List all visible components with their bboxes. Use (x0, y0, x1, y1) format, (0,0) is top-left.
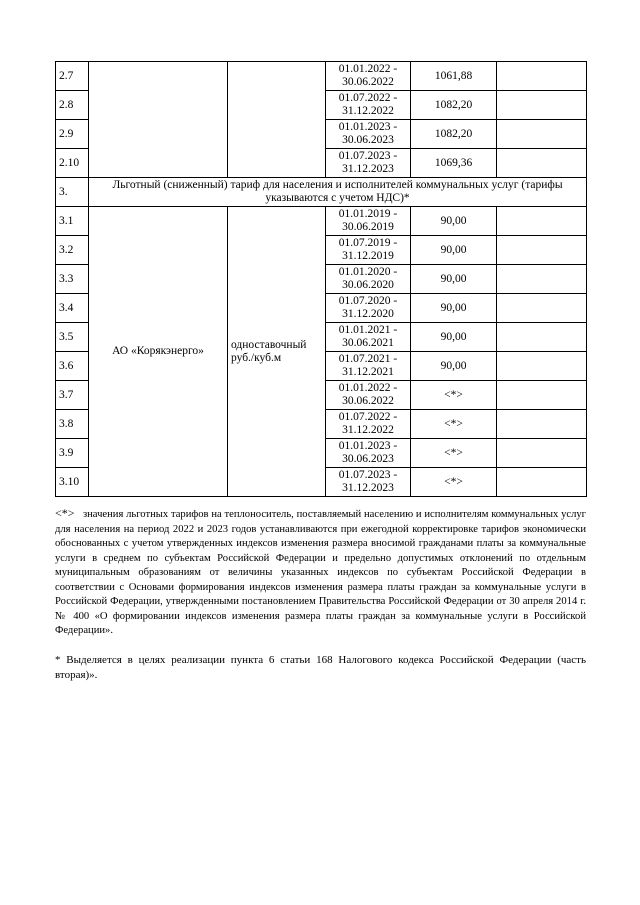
unit-cell-empty (228, 62, 326, 178)
empty-cell (497, 265, 587, 294)
empty-cell (497, 352, 587, 381)
tariff-value: 90,00 (411, 265, 497, 294)
tariff-value: 1082,20 (411, 91, 497, 120)
period-cell: 01.01.2022 - 30.06.2022 (326, 62, 411, 91)
empty-cell (497, 410, 587, 439)
row-number: 2.10 (56, 149, 89, 178)
tariff-value: 90,00 (411, 294, 497, 323)
row-number: 3.7 (56, 381, 89, 410)
row-number: 3.8 (56, 410, 89, 439)
empty-cell (497, 468, 587, 497)
tariff-value: 90,00 (411, 236, 497, 265)
period-cell: 01.07.2023 - 31.12.2023 (326, 468, 411, 497)
section-number: 3. (56, 178, 89, 207)
empty-cell (497, 149, 587, 178)
row-number: 2.8 (56, 91, 89, 120)
organization-cell-empty (89, 62, 228, 178)
period-cell: 01.01.2023 - 30.06.2023 (326, 439, 411, 468)
period-cell: 01.07.2019 - 31.12.2019 (326, 236, 411, 265)
tariff-value: 1069,36 (411, 149, 497, 178)
tariff-value: <*> (411, 381, 497, 410)
empty-cell (497, 323, 587, 352)
footnote-mark: <*> (55, 506, 75, 520)
empty-cell (497, 439, 587, 468)
tariff-value: 1061,88 (411, 62, 497, 91)
row-number: 2.7 (56, 62, 89, 91)
empty-cell (497, 381, 587, 410)
row-number: 3.3 (56, 265, 89, 294)
organization-name: АО «Корякэнерго» (89, 207, 228, 497)
row-number: 3.1 (56, 207, 89, 236)
empty-cell (497, 62, 587, 91)
tariff-value: <*> (411, 439, 497, 468)
tariff-value: 90,00 (411, 207, 497, 236)
table-row (56, 62, 587, 91)
footnotes (55, 506, 586, 683)
period-cell: 01.07.2020 - 31.12.2020 (326, 294, 411, 323)
footnote-text: значения льготных тарифов на теплоноситель, поставляемый населению и исполнителям коммунальных услуг для населения на период 2022 и 2023 годов устанавливаются при ежегодной корректировке тарифов экономически обоснованных с учетом утвержденных индексов изменения размера вносимой гражданами платы за коммунальные услуги в среднем по субъектам Российской Федерации и предельно допустимых отклонений по отдельным муниципальным образованиям от величины указанных индексов по субъектам Российской Федерации в соответствии с Основами формирования индексов изменения размера платы граждан за коммунальные услуги в Российской Федерации, утвержденными постановлением Правительства Российской Федерации от 30 апреля 2014 г. № 400 «О формировании индексов изменения размера платы граждан за коммунальные услуги в Российской Федерации». (55, 509, 586, 636)
row-number: 3.5 (56, 323, 89, 352)
tariff-value: 90,00 (411, 323, 497, 352)
empty-cell (497, 207, 587, 236)
row-number: 2.9 (56, 120, 89, 149)
section-title: Льготный (сниженный) тариф для населения и исполнителей коммунальных услуг (тарифы указываются с учетом НДС)* (89, 178, 587, 207)
empty-cell (497, 91, 587, 120)
tariff-value: <*> (411, 468, 497, 497)
empty-cell (497, 120, 587, 149)
row-number: 3.2 (56, 236, 89, 265)
tariff-value: 90,00 (411, 352, 497, 381)
period-cell: 01.01.2022 - 30.06.2022 (326, 381, 411, 410)
empty-cell (497, 236, 587, 265)
tariff-unit: одноставочный руб./куб.м (228, 207, 326, 497)
row-number: 3.10 (56, 468, 89, 497)
period-cell: 01.01.2020 - 30.06.2020 (326, 265, 411, 294)
row-number: 3.9 (56, 439, 89, 468)
row-number: 3.6 (56, 352, 89, 381)
period-cell: 01.07.2023 - 31.12.2023 (326, 149, 411, 178)
period-cell: 01.01.2021 - 30.06.2021 (326, 323, 411, 352)
table-row (56, 207, 587, 236)
footnote-vat: * Выделяется в целях реализации пункта 6 статьи 168 Налогового кодекса Российской Федерации (часть вторая)». (55, 653, 586, 681)
row-number: 3.4 (56, 294, 89, 323)
footnote-asterisk-brackets (55, 506, 586, 639)
period-cell: 01.01.2023 - 30.06.2023 (326, 120, 411, 149)
period-cell: 01.01.2019 - 30.06.2019 (326, 207, 411, 236)
period-cell: 01.07.2022 - 31.12.2022 (326, 410, 411, 439)
empty-cell (497, 294, 587, 323)
period-cell: 01.07.2022 - 31.12.2022 (326, 91, 411, 120)
tariff-value: 1082,20 (411, 120, 497, 149)
period-cell: 01.07.2021 - 31.12.2021 (326, 352, 411, 381)
tariff-table (55, 61, 587, 497)
tariff-value: <*> (411, 410, 497, 439)
section-row (56, 178, 587, 207)
